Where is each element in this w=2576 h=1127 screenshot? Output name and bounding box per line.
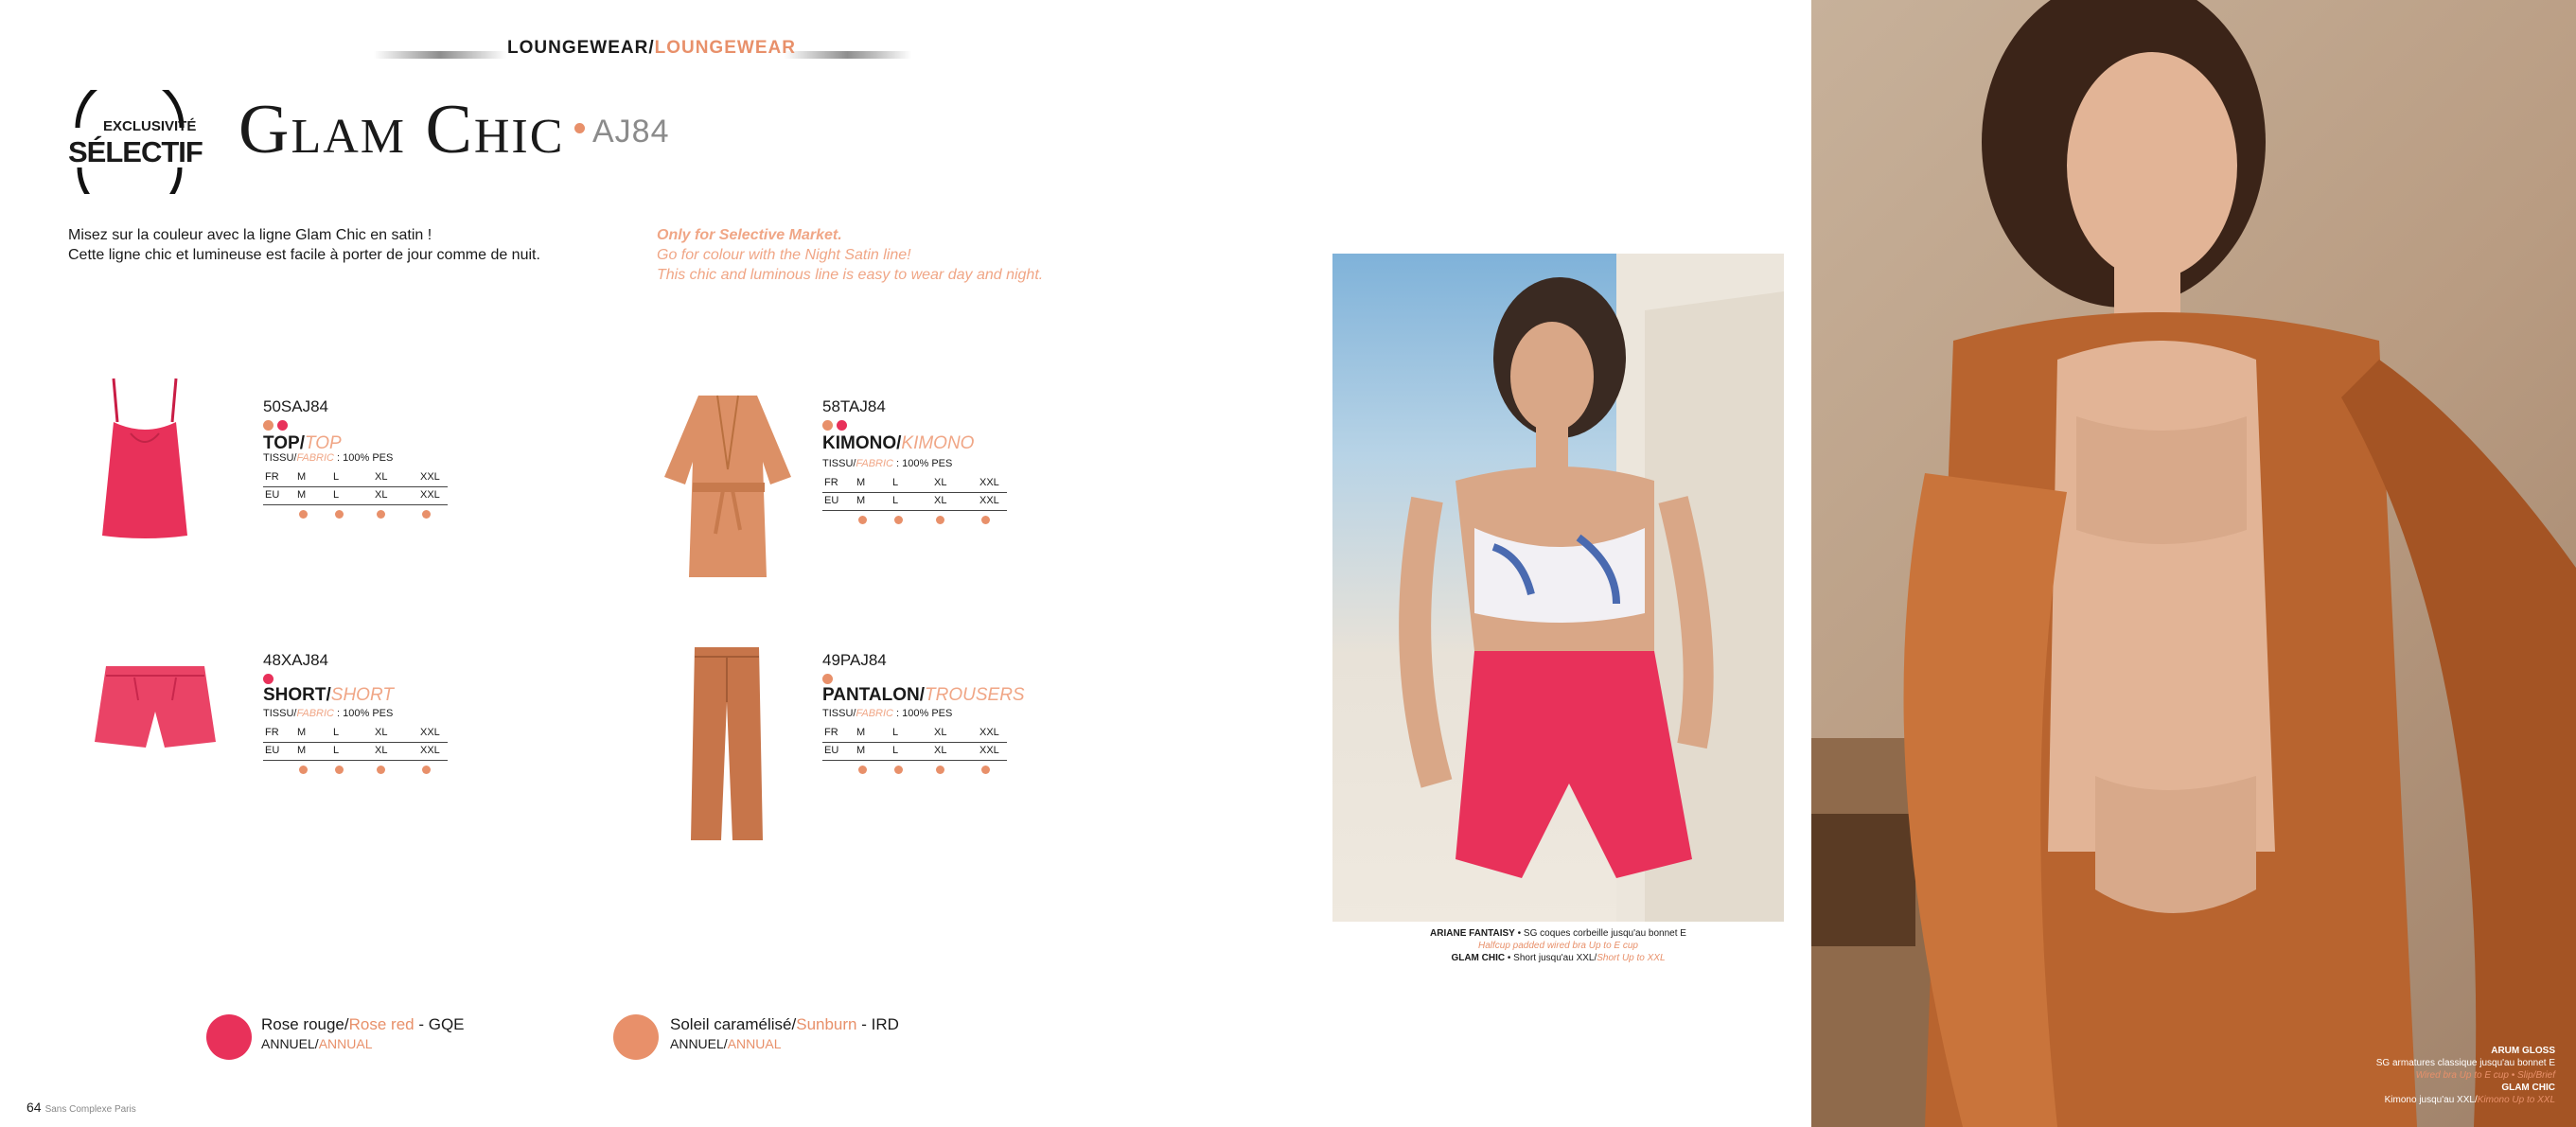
sunburn-swatch <box>613 1014 659 1060</box>
size-availability-row <box>822 511 1007 528</box>
kimono-product-image <box>661 392 795 579</box>
availability-dot <box>422 766 431 774</box>
size-label: EU <box>265 489 280 501</box>
title-dot <box>574 123 585 133</box>
size-label: EU <box>824 745 839 756</box>
description-en-line2: Go for colour with the Night Satin line! <box>657 247 911 263</box>
color-dot <box>263 674 273 684</box>
size-row-fr <box>822 725 1007 743</box>
caption1-line2: Halfcup padded wired bra Up to E cup <box>1478 941 1638 951</box>
sunburn-period <box>670 1036 781 1051</box>
caption1-text: • SG coques corbeille jusqu'au bonnet E <box>1514 928 1686 939</box>
size-label: EU <box>824 495 839 506</box>
caption1-line3-bold: GLAM CHIC <box>1451 953 1506 963</box>
kimono-fabric <box>822 458 952 469</box>
rose-red-name <box>261 1015 465 1034</box>
size-row-fr <box>822 475 1007 493</box>
size-cell: XXL <box>420 745 440 756</box>
size-cell: XXL <box>420 471 440 483</box>
description-en-line1: Only for Selective Market. <box>657 227 842 243</box>
top-name <box>263 433 342 454</box>
header-ribbon-left <box>374 51 506 59</box>
availability-dot <box>894 516 903 524</box>
availability-dot <box>335 510 344 519</box>
caption1-line3-text: • Short jusqu'au XXL/ <box>1505 953 1597 963</box>
size-cell: XL <box>375 745 388 756</box>
fabric-fr: TISSU/ <box>822 458 856 469</box>
top-code: 50SAJ84 <box>263 397 328 415</box>
fabric-fr: TISSU/ <box>263 708 297 719</box>
short-size-table <box>263 725 448 778</box>
size-label: FR <box>265 727 279 738</box>
kimono-name-en: KIMONO <box>901 433 975 453</box>
short-name-en: SHORT <box>330 685 394 705</box>
exclusivite-selectif-badge <box>59 90 201 194</box>
sunburn-name <box>670 1015 899 1034</box>
size-row-fr <box>263 469 448 487</box>
top-fabric <box>263 452 393 464</box>
color-name-en: Rose red <box>348 1015 415 1033</box>
top-product-image <box>93 377 197 539</box>
size-availability-row <box>822 761 1007 778</box>
collection-ref: AJ84 <box>592 114 670 150</box>
caption2-line1: ARUM GLOSS <box>2491 1046 2555 1056</box>
header-ribbon-right <box>784 51 911 59</box>
availability-dot <box>858 516 867 524</box>
period-fr: ANNUEL/ <box>670 1036 728 1051</box>
size-cell: L <box>333 471 340 483</box>
trousers-name <box>822 685 1025 706</box>
page-footer <box>26 1100 136 1115</box>
top-name-fr: TOP/ <box>263 433 305 453</box>
model-photo-kimono <box>1811 0 2576 1127</box>
color-name-fr: Rose rouge/ <box>261 1015 349 1033</box>
size-row-fr <box>263 725 448 743</box>
color-code: - GQE <box>414 1015 465 1033</box>
size-cell: XXL <box>979 477 999 488</box>
model-photo-shorts <box>1332 254 1784 922</box>
size-cell: L <box>892 477 899 488</box>
collection-title: Glam Chic <box>238 91 565 168</box>
color-dot <box>822 420 833 431</box>
short-code: 48XAJ84 <box>263 651 328 669</box>
size-availability-row <box>263 761 448 778</box>
availability-dot <box>377 766 385 774</box>
photo1-caption <box>1332 927 1784 964</box>
short-fabric <box>263 708 393 719</box>
size-cell: XL <box>934 495 947 506</box>
size-cell: L <box>333 727 340 738</box>
category-en: LOUNGEWEAR <box>654 38 796 58</box>
size-cell: M <box>297 727 307 738</box>
caption2-line3-text: Wired bra Up to E cup • <box>2415 1070 2517 1081</box>
size-cell: XL <box>934 477 947 488</box>
fabric-value: : 100% PES <box>892 708 953 719</box>
top-size-table <box>263 469 448 522</box>
size-cell: XL <box>934 745 947 756</box>
size-availability-row <box>263 505 448 522</box>
caption1-line3 <box>1332 952 1784 964</box>
color-dot <box>837 420 847 431</box>
caption2-line3-link: Slip/Brief <box>2516 1070 2555 1081</box>
fabric-en: FABRIC <box>856 458 893 469</box>
caption2-line5-text: Kimono jusqu'au XXL/ <box>2384 1095 2478 1105</box>
size-cell: L <box>892 727 899 738</box>
color-dot <box>822 674 833 684</box>
short-product-image <box>93 662 218 749</box>
size-row-eu <box>822 493 1007 511</box>
footer-brand: Sans Complexe Paris <box>44 1104 136 1115</box>
availability-dot <box>981 766 990 774</box>
fabric-value: : 100% PES <box>333 708 394 719</box>
page-number: 64 <box>26 1100 42 1115</box>
availability-dot <box>894 766 903 774</box>
size-label: EU <box>265 745 280 756</box>
kimono-name-fr: KIMONO/ <box>822 433 902 453</box>
trousers-product-image <box>689 645 765 844</box>
kimono-model-illustration <box>1811 0 2576 1127</box>
rose-red-swatch <box>206 1014 252 1060</box>
color-code: - IRD <box>856 1015 899 1033</box>
caption1-line1 <box>1332 927 1784 940</box>
description-en <box>657 225 1043 285</box>
availability-dot <box>335 766 344 774</box>
availability-dot <box>299 766 308 774</box>
badge-line1: EXCLUSIVITÉ <box>103 118 197 134</box>
period-en: ANNUAL <box>318 1036 373 1051</box>
description-fr <box>68 225 540 265</box>
fabric-fr: TISSU/ <box>263 452 297 464</box>
size-cell: L <box>333 745 340 756</box>
color-name-fr: Soleil caramélisé/ <box>670 1015 797 1033</box>
availability-dot <box>422 510 431 519</box>
size-row-eu <box>263 743 448 761</box>
fabric-en: FABRIC <box>296 452 334 464</box>
size-cell: M <box>856 745 866 756</box>
color-name-en: Sunburn <box>796 1015 857 1033</box>
caption1-bold: ARIANE FANTAISY <box>1430 928 1515 939</box>
trousers-size-table <box>822 725 1007 778</box>
size-cell: XL <box>375 727 388 738</box>
top-name-en: TOP <box>305 433 342 453</box>
trousers-fabric <box>822 708 952 719</box>
size-cell: XXL <box>979 495 999 506</box>
fabric-value: : 100% PES <box>892 458 953 469</box>
size-cell: XL <box>375 471 388 483</box>
period-fr: ANNUEL/ <box>261 1036 319 1051</box>
kimono-size-table <box>822 475 1007 528</box>
description-fr-line2: Cette ligne chic et lumineuse est facile à porter de jour comme de nuit. <box>68 247 540 263</box>
category-fr: LOUNGEWEAR/ <box>507 38 655 58</box>
size-cell: M <box>297 489 307 501</box>
size-label: FR <box>824 477 838 488</box>
availability-dot <box>981 516 990 524</box>
size-cell: L <box>892 495 899 506</box>
availability-dot <box>858 766 867 774</box>
trousers-name-fr: PANTALON/ <box>822 685 926 705</box>
size-cell: XXL <box>420 727 440 738</box>
size-cell: L <box>333 489 340 501</box>
trousers-name-en: TROUSERS <box>925 685 1025 705</box>
description-fr-line1: Misez sur la couleur avec la ligne Glam Chic en satin ! <box>68 227 432 243</box>
caption2-line3 <box>2271 1069 2555 1082</box>
availability-dot <box>299 510 308 519</box>
period-en: ANNUAL <box>727 1036 782 1051</box>
size-cell: L <box>892 745 899 756</box>
availability-dot <box>936 766 944 774</box>
size-cell: XL <box>375 489 388 501</box>
short-name-fr: SHORT/ <box>263 685 331 705</box>
size-row-eu <box>263 487 448 505</box>
short-name <box>263 685 394 706</box>
size-cell: XL <box>934 727 947 738</box>
caption2-line4: GLAM CHIC <box>2501 1083 2555 1093</box>
kimono-name <box>822 433 974 454</box>
availability-dot <box>936 516 944 524</box>
trousers-code: 49PAJ84 <box>822 651 887 669</box>
size-label: FR <box>824 727 838 738</box>
size-cell: M <box>856 477 866 488</box>
size-cell: XXL <box>979 745 999 756</box>
size-cell: XXL <box>979 727 999 738</box>
caption1-line3-en: Short Up to XXL <box>1597 953 1666 963</box>
fabric-fr: TISSU/ <box>822 708 856 719</box>
fabric-value: : 100% PES <box>333 452 394 464</box>
fabric-en: FABRIC <box>856 708 893 719</box>
fabric-en: FABRIC <box>296 708 334 719</box>
caption2-line5-en: Kimono Up to XXL <box>2477 1095 2555 1105</box>
badge-line2: SÉLECTIF <box>68 135 203 168</box>
size-cell: M <box>297 745 307 756</box>
size-cell: M <box>856 495 866 506</box>
color-dot <box>277 420 288 431</box>
model-figure-illustration <box>1332 254 1784 922</box>
description-en-line3: This chic and luminous line is easy to wear day and night. <box>657 267 1044 283</box>
size-cell: XXL <box>420 489 440 501</box>
rose-red-period <box>261 1036 372 1051</box>
size-row-eu <box>822 743 1007 761</box>
size-cell: M <box>297 471 307 483</box>
size-label: FR <box>265 471 279 483</box>
category-header <box>507 38 796 59</box>
color-dot <box>263 420 273 431</box>
kimono-code: 58TAJ84 <box>822 397 886 415</box>
size-cell: M <box>856 727 866 738</box>
photo2-caption <box>2271 1045 2555 1106</box>
caption2-line5 <box>2271 1094 2555 1106</box>
availability-dot <box>377 510 385 519</box>
caption2-line2: SG armatures classique jusqu'au bonnet E <box>2375 1058 2555 1068</box>
